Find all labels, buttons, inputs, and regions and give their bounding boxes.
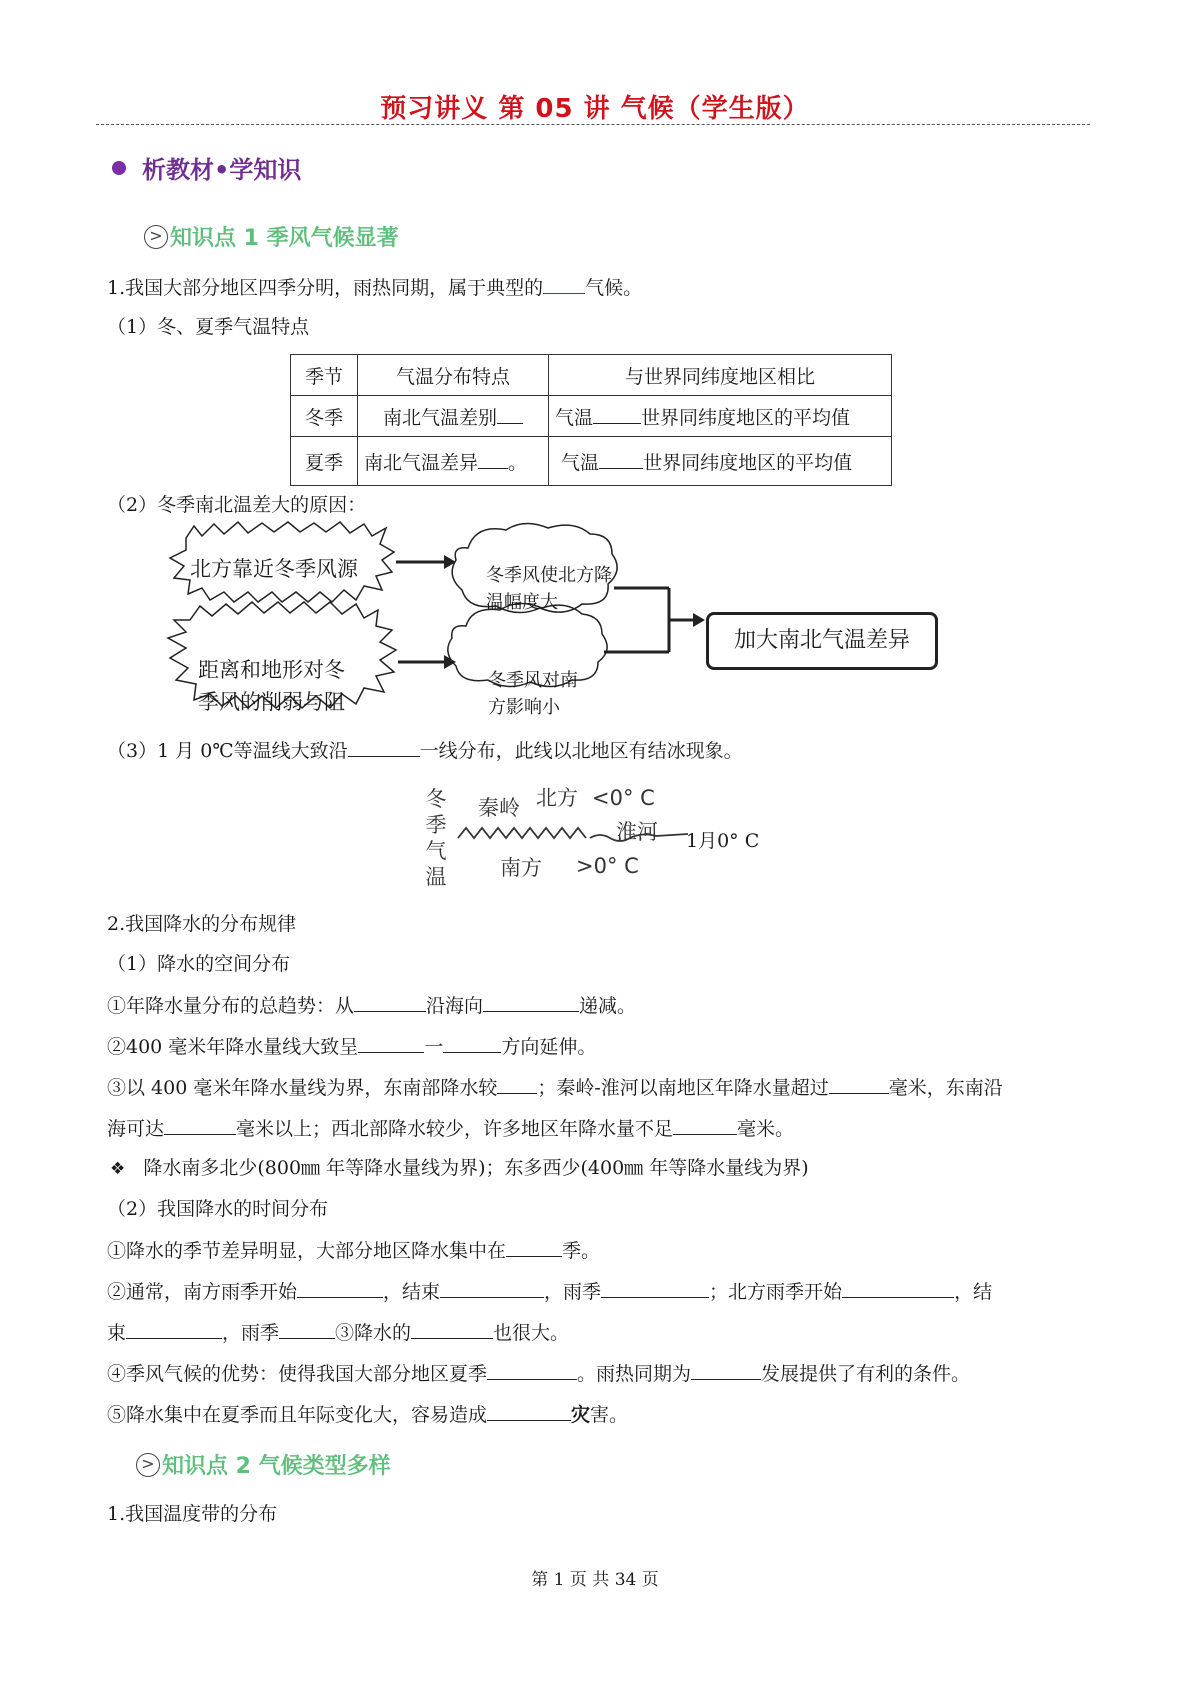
text-segment: ⑤降水集中在夏季而且年际变化大，容易造成: [107, 1404, 488, 1426]
page-footer: 第 1 页 共 34 页: [531, 1570, 659, 1590]
effect-1-text-line-2: 温幅度大: [486, 592, 558, 613]
answer-blank[interactable]: [358, 1034, 424, 1053]
spatial-line-1: [107, 993, 636, 1018]
text-segment: ，结束: [383, 1281, 441, 1303]
answer-blank[interactable]: [673, 1116, 737, 1135]
text-segment: ②通常，南方雨季开始: [107, 1281, 298, 1303]
text-segment: ，雨季: [222, 1322, 280, 1344]
answer-blank[interactable]: [297, 1279, 383, 1298]
text-segment: 。雨热同期为: [577, 1363, 692, 1385]
answer-blank[interactable]: [497, 405, 523, 424]
effect-2-text-line-1: 冬季风对南: [488, 670, 578, 691]
season-cell: 夏季: [291, 437, 358, 486]
spatial-line-2: [107, 1034, 596, 1059]
answer-blank[interactable]: [440, 1279, 544, 1298]
spatial-line-3: [107, 1075, 1003, 1100]
subheading-spatial: （1）降水的空间分布: [107, 953, 291, 975]
text-segment: 气温: [555, 406, 594, 429]
effect-2-text-line-2: 方影响小: [488, 697, 560, 718]
circle-arrow-icon: >: [144, 225, 168, 249]
text-segment: ，雨季: [544, 1281, 602, 1303]
answer-blank[interactable]: [601, 1279, 709, 1298]
table-row: [291, 396, 892, 437]
temporal-line-1: [107, 1238, 600, 1263]
answer-blank[interactable]: [543, 275, 585, 294]
circle-arrow-icon: >: [136, 1453, 160, 1477]
answer-blank[interactable]: [497, 1075, 537, 1094]
knowledge-point-2-heading: 知识点 2 气候类型多样: [162, 1454, 391, 1479]
text-segment: 一线分布，此线以北地区有结冰现象。: [419, 740, 743, 762]
text-segment: 毫米以上；西北部降水较少，许多地区年降水量不足: [236, 1118, 674, 1140]
text-segment: 毫米，东南沿: [888, 1077, 1003, 1099]
vertical-char: 冬: [425, 787, 447, 811]
text-segment: 沿海向: [426, 995, 484, 1017]
answer-blank[interactable]: [411, 1320, 493, 1339]
text-segment: （3）1 月 0℃等温线大致沿: [107, 740, 348, 762]
sketch-isotherm-label: 1月0° C: [686, 830, 760, 852]
answer-blank[interactable]: [487, 1361, 577, 1380]
text-segment: 南北气温差异: [364, 451, 479, 474]
sketch-huaihe: 淮河: [616, 820, 658, 844]
result-box: 加大南北气温差异: [706, 612, 938, 670]
text-segment: 世界同纬度地区的平均值: [641, 406, 851, 429]
text-segment: 南北气温差别: [382, 406, 497, 429]
text-segment: 发展提供了有利的条件。: [761, 1363, 971, 1385]
answer-blank[interactable]: [593, 405, 641, 424]
sketch-vertical-label: [424, 786, 448, 890]
cause-2-text-line-2: 季风的削弱与阻: [198, 690, 345, 714]
text-segment: 毫米。: [737, 1118, 795, 1140]
text-segment: 递减。: [579, 995, 637, 1017]
answer-blank[interactable]: [691, 1361, 761, 1380]
vertical-char: 气: [425, 839, 447, 863]
sketch-south-temp: >0° C: [576, 854, 639, 878]
text-segment: 海可达: [107, 1118, 165, 1140]
cause-1-text: 北方靠近冬季风源: [190, 557, 358, 581]
table-header-row: [291, 355, 892, 396]
text-segment: ；秦岭-淮河以南地区年降水量超过: [537, 1077, 829, 1099]
sketch-north: 北方: [536, 786, 578, 810]
answer-blank[interactable]: [478, 450, 508, 469]
answer-blank[interactable]: [126, 1320, 222, 1339]
text-segment: 束: [107, 1322, 127, 1344]
river-line: [590, 834, 688, 841]
table-header-cell: 气温分布特点: [358, 355, 549, 396]
text-segment: ①年降水量分布的总趋势：从: [107, 995, 355, 1017]
question-3-heading: 1.我国温度带的分布: [107, 1503, 278, 1525]
compare-cell: [549, 396, 892, 437]
mountain-river-sketch: [456, 818, 696, 848]
table-header-cell: 季节: [291, 355, 358, 396]
section-bullet-icon: [112, 161, 126, 175]
answer-blank[interactable]: [354, 993, 426, 1012]
text-segment: 也很大。: [493, 1322, 570, 1344]
question-2-heading: 2.我国降水的分布规律: [107, 913, 297, 935]
text-segment: 气温: [561, 451, 600, 474]
feature-cell: [358, 396, 549, 437]
answer-blank[interactable]: [279, 1320, 335, 1339]
answer-blank[interactable]: [487, 1402, 571, 1421]
text-segment: 灾: [571, 1404, 591, 1426]
subheading-reason: （2）冬季南北温差大的原因：: [107, 494, 367, 516]
answer-blank[interactable]: [506, 1238, 562, 1257]
text-segment: ①降水的季节差异明显，大部分地区降水集中在: [107, 1240, 507, 1262]
table-header-cell: 与世界同纬度地区相比: [549, 355, 892, 396]
section-heading: 析教材•学知识: [142, 156, 302, 184]
title-divider: [96, 124, 1090, 125]
cause-2-text-line-1: 距离和地形对冬: [198, 658, 345, 682]
knowledge-point-1-heading: 知识点 1 季风气候显著: [170, 226, 399, 251]
sketch-north-temp: <0° C: [592, 786, 655, 810]
vertical-char: 温: [425, 865, 447, 889]
vertical-char: 季: [425, 813, 447, 837]
answer-blank[interactable]: [483, 993, 579, 1012]
arrowhead: [693, 613, 705, 627]
answer-blank[interactable]: [164, 1116, 236, 1135]
text-segment: 季。: [562, 1240, 601, 1262]
answer-blank[interactable]: [443, 1034, 501, 1053]
temperature-table: [290, 354, 892, 486]
text-segment: ④季风气候的优势：使得我国大部分地区夏季: [107, 1363, 488, 1385]
text-segment: 世界同纬度地区的平均值: [643, 451, 853, 474]
mountain-zigzag: [458, 828, 586, 838]
sketch-south: 南方: [500, 856, 542, 880]
temporal-line-5: [107, 1402, 628, 1427]
text-segment: ③以 400 毫米年降水量线为界，东南部降水较: [107, 1077, 498, 1099]
text-segment: ②400 毫米年降水量线大致呈: [107, 1036, 359, 1058]
text-segment: 。: [508, 451, 528, 474]
precipitation-note: [110, 1156, 809, 1181]
text-segment: 1.我国大部分地区四季分明，雨热同期，属于典型的: [107, 277, 544, 299]
text-segment: ③降水的: [335, 1322, 412, 1344]
answer-blank[interactable]: [348, 738, 420, 757]
isotherm-line: [107, 738, 743, 763]
season-cell: 冬季: [291, 396, 358, 437]
text-segment: 一: [424, 1036, 444, 1058]
subheading-temperature: （1）冬、夏季气温特点: [107, 316, 310, 338]
text-segment: 降水南多北少(800㎜ 年等降水量线为界)；东多西少(400㎜ 年等降水量线为界): [143, 1157, 809, 1179]
temporal-line-4: [107, 1361, 970, 1386]
text-segment: 气候。: [585, 277, 643, 299]
temporal-line-2: [107, 1279, 992, 1304]
answer-blank[interactable]: [829, 1075, 889, 1094]
sketch-qinling: 秦岭: [478, 796, 520, 820]
text-segment: ；北方雨季开始: [709, 1281, 843, 1303]
feature-cell: [358, 437, 549, 486]
answer-blank[interactable]: [842, 1279, 954, 1298]
effect-1-text-line-1: 冬季风使北方降: [486, 565, 612, 586]
spatial-line-4: [107, 1116, 794, 1141]
diamond-bullet-icon: ❖: [110, 1159, 126, 1179]
compare-cell: [549, 437, 892, 486]
question-1-line: [107, 275, 642, 300]
text-segment: 方向延伸。: [501, 1036, 597, 1058]
subheading-temporal: （2）我国降水的时间分布: [107, 1198, 329, 1220]
page-title: 预习讲义 第 05 讲 气候（学生版）: [380, 94, 810, 124]
arrowhead: [444, 555, 456, 569]
answer-blank[interactable]: [599, 450, 643, 469]
temporal-line-3: [107, 1320, 569, 1345]
text-segment: 害。: [590, 1404, 629, 1426]
text-segment: ，结: [954, 1281, 993, 1303]
table-row: [291, 437, 892, 486]
